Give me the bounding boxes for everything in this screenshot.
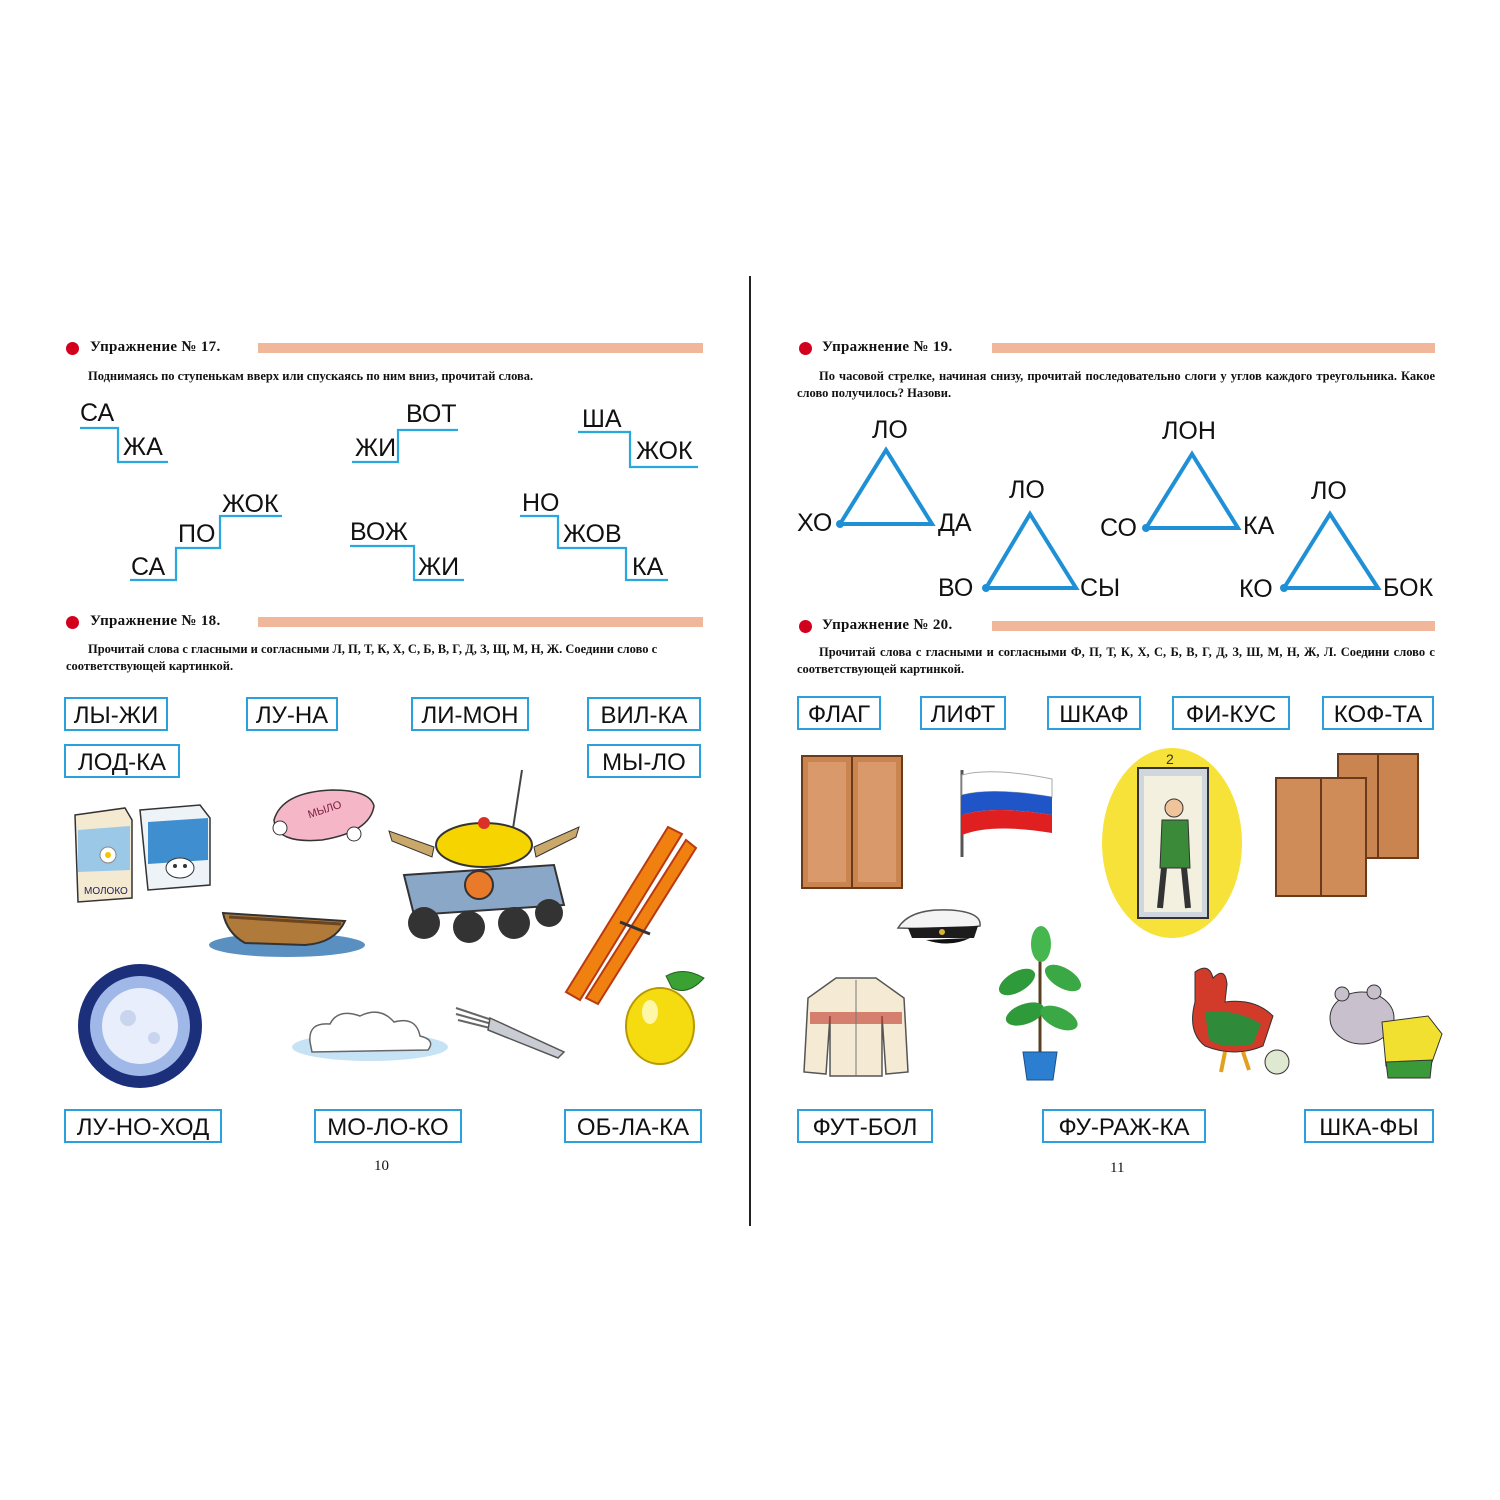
flag-icon bbox=[952, 765, 1060, 860]
cap-icon bbox=[890, 904, 986, 952]
syllable: ЖИ bbox=[418, 553, 460, 581]
word-box[interactable]: ЛУ-НА bbox=[246, 697, 338, 731]
syllable: ЖА bbox=[123, 433, 163, 461]
elevator-number: 2 bbox=[1166, 751, 1174, 767]
moon-icon bbox=[70, 962, 210, 1090]
word-box[interactable]: МО-ЛО-КО bbox=[314, 1109, 462, 1143]
exercise-instruction: Прочитай слова с гласными и согласными Ф, П, Т, К, Х, С, Б, В, Г, Д, З, Ш, М, Н, Ж, Л. Соедини слово с соответствующей картинкой. bbox=[797, 645, 1435, 676]
wardrobes-icon bbox=[1272, 752, 1424, 900]
exercise-bar bbox=[258, 343, 703, 353]
milk-label: МОЛОКО bbox=[84, 886, 128, 897]
word-box[interactable]: МЫ-ЛО bbox=[587, 744, 701, 778]
syllable: НО bbox=[522, 489, 560, 517]
syllable: ЖОК bbox=[222, 490, 279, 518]
hippo-icon bbox=[1322, 982, 1448, 1082]
syllable: ПО bbox=[178, 520, 216, 548]
triangle-syllable: ЛОН bbox=[1162, 417, 1216, 445]
boat-icon bbox=[205, 893, 365, 963]
word-box[interactable]: ФИ-КУС bbox=[1172, 696, 1290, 730]
syllable: ЖОК bbox=[636, 437, 693, 465]
soap-label: МЫЛО bbox=[306, 798, 344, 822]
triangle-syllable: СО bbox=[1100, 514, 1137, 542]
exercise-instruction: Поднимаясь по ступенькам вверх или спускаясь по ним вниз, прочитай слова. bbox=[88, 369, 534, 383]
page-number: 11 bbox=[1110, 1160, 1125, 1176]
word-box[interactable]: ОБ-ЛА-КА bbox=[564, 1109, 702, 1143]
syllable: ВОЖ bbox=[350, 518, 408, 546]
milk-cartons-icon bbox=[70, 800, 215, 910]
bullet-icon bbox=[799, 620, 812, 633]
triangle-syllable: ХО bbox=[797, 509, 833, 537]
word-box[interactable]: ФУ-РАЖ-КА bbox=[1042, 1109, 1206, 1143]
exercise-instruction: Прочитай слова с гласными и согласными Л, П, Т, К, Х, С, Б, В, Г, Д, З, Щ, М, Н, Ж. Соедини слово с соответствующей картинкой. bbox=[66, 642, 658, 673]
word-box[interactable]: ЛОД-КА bbox=[64, 744, 180, 778]
word-box[interactable]: ФУТ-БОЛ bbox=[797, 1109, 933, 1143]
syllable: КА bbox=[632, 553, 664, 581]
fork-icon bbox=[452, 1000, 572, 1062]
word-box[interactable]: ШКАФ bbox=[1047, 696, 1141, 730]
elevator-icon bbox=[1102, 748, 1242, 938]
soap-icon bbox=[262, 782, 382, 852]
wardrobe-icon bbox=[798, 752, 906, 892]
triangle-syllable: ЛО bbox=[872, 416, 908, 444]
triangle-syllable: ДА bbox=[938, 509, 972, 537]
word-box[interactable]: ЛИ-МОН bbox=[411, 697, 529, 731]
exercise-instruction: По часовой стрелке, начиная снизу, прочитай последовательно слоги у углов каждого треугольника. Какое слово получилось? Назови. bbox=[797, 369, 1435, 400]
word-box[interactable]: КОФ-ТА bbox=[1322, 696, 1434, 730]
ficus-icon bbox=[995, 922, 1085, 1082]
word-box[interactable]: ШКА-ФЫ bbox=[1304, 1109, 1434, 1143]
bullet-icon bbox=[66, 616, 79, 629]
triangle-syllable: ЛО bbox=[1009, 476, 1045, 504]
word-box[interactable]: ЛИФТ bbox=[920, 696, 1006, 730]
lunokhod-icon bbox=[384, 765, 584, 945]
word-box[interactable]: ВИЛ-КА bbox=[587, 697, 701, 731]
word-box[interactable]: ФЛАГ bbox=[797, 696, 881, 730]
lemon-icon bbox=[622, 966, 708, 1066]
syllable: ША bbox=[582, 405, 622, 433]
triangle-syllable: ВО bbox=[938, 574, 974, 602]
exercise-bar bbox=[992, 621, 1435, 631]
jacket-icon bbox=[800, 972, 912, 1082]
syllable: СА bbox=[80, 399, 115, 427]
exercise-title: Упражнение № 17. bbox=[90, 339, 221, 355]
page-number: 10 bbox=[374, 1158, 389, 1174]
exercise-title: Упражнение № 20. bbox=[822, 617, 953, 633]
syllable: ЖОВ bbox=[563, 520, 622, 548]
triangle-syllable: КО bbox=[1239, 575, 1273, 603]
triangle-syllable: СЫ bbox=[1080, 574, 1121, 602]
clouds-icon bbox=[290, 1002, 450, 1067]
bullet-icon bbox=[66, 342, 79, 355]
word-box[interactable]: ЛУ-НО-ХОД bbox=[64, 1109, 222, 1143]
exercise-title: Упражнение № 18. bbox=[90, 613, 221, 629]
syllable: ВОТ bbox=[406, 400, 457, 428]
word-box[interactable]: ЛЫ-ЖИ bbox=[64, 697, 168, 731]
triangle-syllable: ЛО bbox=[1311, 477, 1347, 505]
syllable: ЖИ bbox=[355, 434, 397, 462]
exercise-bar bbox=[992, 343, 1435, 353]
exercise-title: Упражнение № 19. bbox=[822, 339, 953, 355]
rooster-football-icon bbox=[1165, 962, 1305, 1082]
triangle-syllable: БОК bbox=[1383, 574, 1434, 602]
syllable: СА bbox=[131, 553, 166, 581]
exercise-bar bbox=[258, 617, 703, 627]
bullet-icon bbox=[799, 342, 812, 355]
triangle-syllable: КА bbox=[1243, 512, 1275, 540]
